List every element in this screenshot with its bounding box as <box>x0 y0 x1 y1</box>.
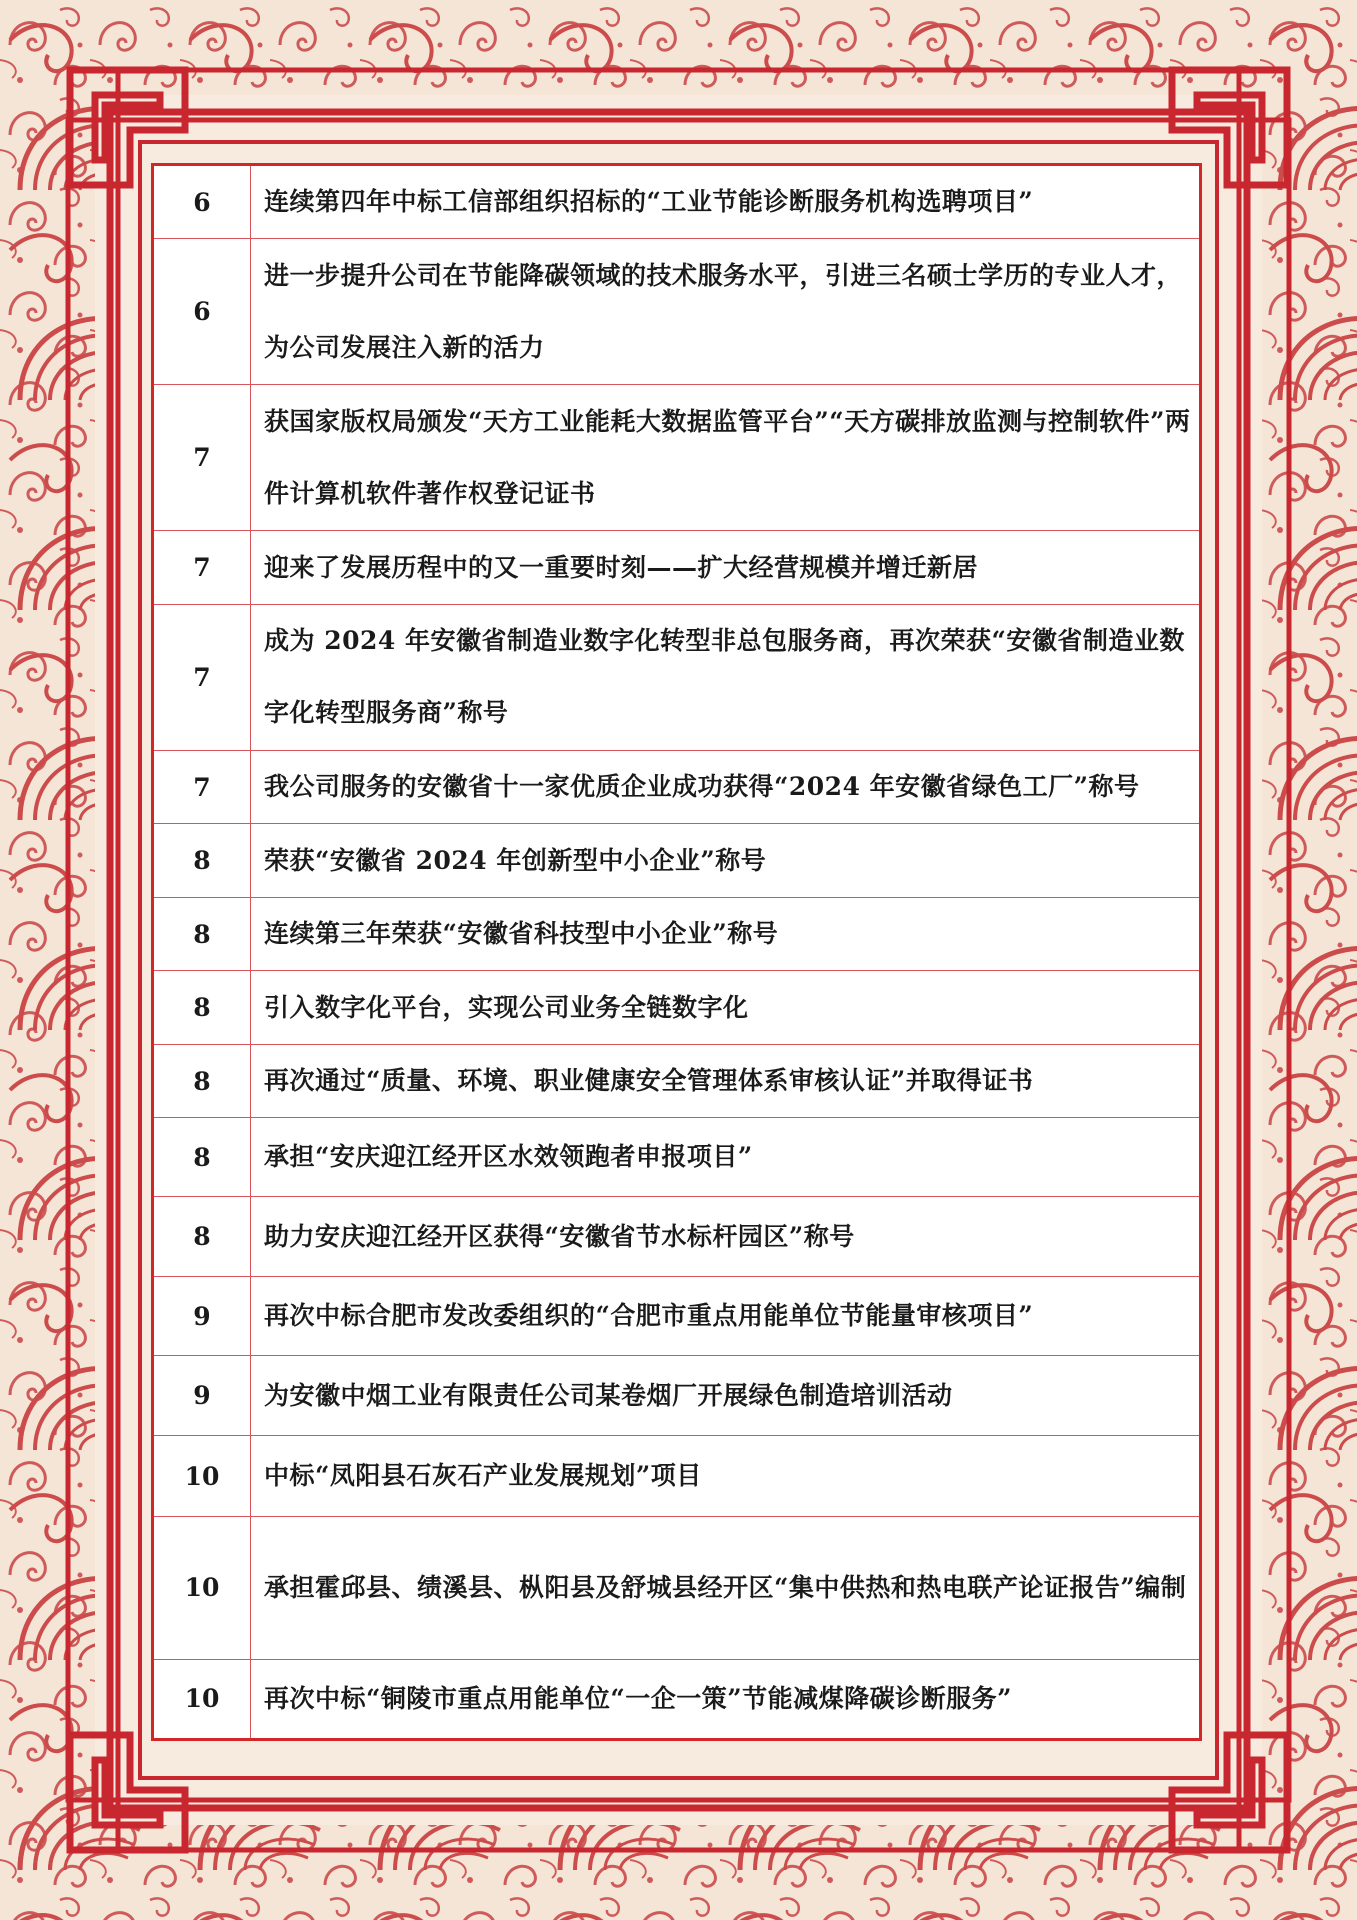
table-row <box>154 239 1199 385</box>
month-number: 8 <box>154 971 251 1044</box>
table-row <box>154 385 1199 531</box>
milestone-text: 再次中标合肥市发改委组织的“合肥市重点用能单位节能量审核项目” <box>251 1277 1200 1356</box>
milestone-text: 成为 2024 年安徽省制造业数字化转型非总包服务商，再次荣获“安徽省制造业数字化转型服务商”称号 <box>251 604 1200 750</box>
milestone-text: 承担霍邱县、绩溪县、枞阳县及舒城县经开区“集中供热和热电联产论证报告”编制 <box>251 1516 1200 1659</box>
milestone-text: 连续第四年中标工信部组织招标的“工业节能诊断服务机构选聘项目” <box>251 166 1200 239</box>
milestone-text: 进一步提升公司在节能降碳领域的技术服务水平，引进三名硕士学历的专业人才，为公司发展注入新的活力 <box>251 239 1200 385</box>
table-row <box>154 1436 1199 1517</box>
month-number: 8 <box>154 897 251 970</box>
table-row <box>154 971 1199 1044</box>
table-row <box>154 1196 1199 1277</box>
month-number: 6 <box>154 239 251 385</box>
table-row <box>154 897 1199 970</box>
milestone-text: 再次通过“质量、环境、职业健康安全管理体系审核认证”并取得证书 <box>251 1044 1200 1117</box>
month-number: 10 <box>154 1436 251 1517</box>
table-row <box>154 824 1199 897</box>
month-number: 8 <box>154 1118 251 1197</box>
milestone-text: 我公司服务的安徽省十一家优质企业成功获得“2024 年安徽省绿色工厂”称号 <box>251 750 1200 823</box>
month-number: 8 <box>154 1196 251 1277</box>
month-number: 7 <box>154 750 251 823</box>
milestone-text: 迎来了发展历程中的又一重要时刻——扩大经营规模并增迁新居 <box>251 531 1200 604</box>
month-number: 8 <box>154 1044 251 1117</box>
month-number: 6 <box>154 166 251 239</box>
milestone-table <box>151 163 1202 1741</box>
month-number: 9 <box>154 1355 251 1436</box>
milestone-text: 连续第三年荣获“安徽省科技型中小企业”称号 <box>251 897 1200 970</box>
table-row <box>154 1516 1199 1659</box>
month-number: 10 <box>154 1516 251 1659</box>
milestone-text: 助力安庆迎江经开区获得“安徽省节水标杆园区”称号 <box>251 1196 1200 1277</box>
table-row <box>154 1355 1199 1436</box>
table-row <box>154 1659 1199 1738</box>
milestone-text: 为安徽中烟工业有限责任公司某卷烟厂开展绿色制造培训活动 <box>251 1355 1200 1436</box>
table-row <box>154 166 1199 239</box>
table-row <box>154 1118 1199 1197</box>
table-row <box>154 531 1199 604</box>
month-number: 8 <box>154 824 251 897</box>
milestone-text: 再次中标“铜陵市重点用能单位“一企一策”节能减煤降碳诊断服务” <box>264 1683 1013 1713</box>
month-number: 9 <box>154 1277 251 1356</box>
table-row <box>154 1277 1199 1356</box>
milestone-text: 荣获“安徽省 2024 年创新型中小企业”称号 <box>251 824 1200 897</box>
milestone-text: 中标“凤阳县石灰石产业发展规划”项目 <box>251 1436 1200 1517</box>
table-row <box>154 604 1199 750</box>
table-row <box>154 750 1199 823</box>
milestone-text: 引入数字化平台，实现公司业务全链数字化 <box>251 971 1200 1044</box>
month-number: 7 <box>154 604 251 750</box>
milestone-text: 承担“安庆迎江经开区水效领跑者申报项目” <box>251 1118 1200 1197</box>
month-number: 7 <box>154 531 251 604</box>
milestone-text: 获国家版权局颁发“天方工业能耗大数据监管平台”“天方碳排放监测与控制软件”两件计算机软件著作权登记证书 <box>251 385 1200 531</box>
month-number: 7 <box>154 385 251 531</box>
table-row <box>154 1044 1199 1117</box>
month-number: 10 <box>154 1659 251 1738</box>
